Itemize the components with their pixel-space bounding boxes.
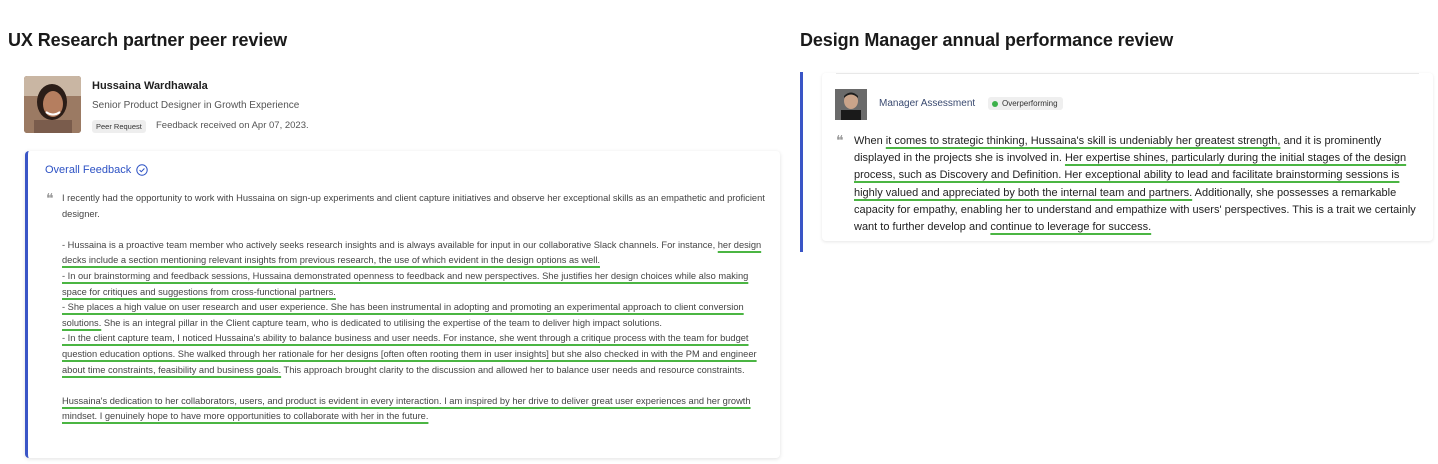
bullet-4-text: This approach brought clarity to the discussion and allowed her to balance user needs and resource constraints. xyxy=(281,364,745,375)
bullet-1-highlight: her design decks include a section mentioning relevant insights from previous research, the use of which evident in the design options as well. xyxy=(62,239,762,266)
annual-review-title: Design Manager annual performance review xyxy=(800,30,1174,50)
status-badge-label: Overperforming xyxy=(1002,99,1058,108)
assessment-text-2: and it is prominently displayed in the projects she is involved in. xyxy=(854,135,1382,165)
manager-assessment-label: Manager Assessment xyxy=(879,98,976,109)
feedback-intro: I recently had the opportunity to work with Hussaina on sign-up experiments and client capture initiatives and observe her exceptional skills as an empathetic and proficient designer. xyxy=(62,193,765,219)
closing-highlight: Hussaina's dedication to her collaborators, users, and product is evident in every interaction. I am inspired by her drive to deliver great user experiences and her growth mindset. I genuinely hope to have more opportunities to collaborate with her in the future. xyxy=(62,395,751,422)
overall-feedback-card xyxy=(25,151,780,458)
manager-avatar xyxy=(835,89,867,120)
feedback-body xyxy=(62,191,767,425)
bullet-3-text: She is an integral pillar in the Client capture team, who is dedicated to utilising the expertise of the team to deliver high impact solutions. xyxy=(101,317,662,328)
overall-feedback-heading xyxy=(45,164,148,176)
manager-assessment-body xyxy=(854,133,1422,236)
status-badge xyxy=(988,97,1063,110)
feedback-bullet-3 xyxy=(62,300,767,331)
overall-feedback-label: Overall Feedback xyxy=(45,164,132,176)
profile-name: Hussaina Wardhawala xyxy=(92,80,208,92)
feedback-bullet-1 xyxy=(62,238,767,269)
status-dot-icon xyxy=(992,101,998,107)
assessment-highlight-3: continue to leverage for success. xyxy=(990,221,1152,234)
feedback-date: Feedback received on Apr 07, 2023. xyxy=(156,120,309,131)
check-circle-icon xyxy=(136,164,148,176)
assessment-highlight-2: Her expertise shines, particularly during the initial stages of the design process, such as Discovery and Definition. Her exceptional ability to lead and facilitate brainstorming sessions is highly valued and appreciated by both the internal team and partners. xyxy=(854,152,1407,199)
avatar xyxy=(24,76,81,133)
feedback-bullet-2 xyxy=(62,269,767,300)
bullet-2-highlight: - In our brainstorming and feedback sessions, Hussaina demonstrated openness to feedback and new perspectives. She justifies her design choices while also making space for critiques and suggestions from cross-functional partners. xyxy=(62,270,749,297)
manager-assessment-card xyxy=(822,73,1433,241)
feedback-closing xyxy=(62,394,767,425)
feedback-bullet-4 xyxy=(62,331,767,378)
assessment-highlight-1: it comes to strategic thinking, Hussaina's skill is undeniably her greatest strength, xyxy=(885,135,1281,147)
assessment-text-3: Additionally, she possesses a remarkable capacity for empathy, enabling her to understand and empathize with users' perspectives. This is a trait we certainly want to further develop and xyxy=(854,186,1416,234)
accent-bar xyxy=(800,72,803,252)
peer-request-badge: Peer Request xyxy=(92,120,146,133)
peer-review-title: UX Research partner peer review xyxy=(8,30,288,50)
profile-role: Senior Product Designer in Growth Experience xyxy=(92,100,300,111)
assessment-text-1: When xyxy=(854,135,886,147)
divider xyxy=(836,73,1419,74)
quote-icon: ❝ xyxy=(46,191,54,207)
quote-icon: ❝ xyxy=(836,133,844,149)
bullet-1-text: - Hussaina is a proactive team member who actively seeks research insights and is always available for input in our collaborative Slack channels. For instance, xyxy=(62,239,718,250)
bullet-4-highlight: - In the client capture team, I noticed Hussaina's ability to balance business and user needs. For instance, she went through a critique process with the team for budget question education options. She walked through her rationale for her designs [often often rooting them in user insights] but she also checked in with the PM and engineer about time constraints, feasibility and business goals. xyxy=(62,333,757,375)
bullet-3-highlight: - She places a high value on user research and user experience. She has been instrumental in adopting and promoting an experimental approach to client conversion solutions. xyxy=(62,302,744,328)
